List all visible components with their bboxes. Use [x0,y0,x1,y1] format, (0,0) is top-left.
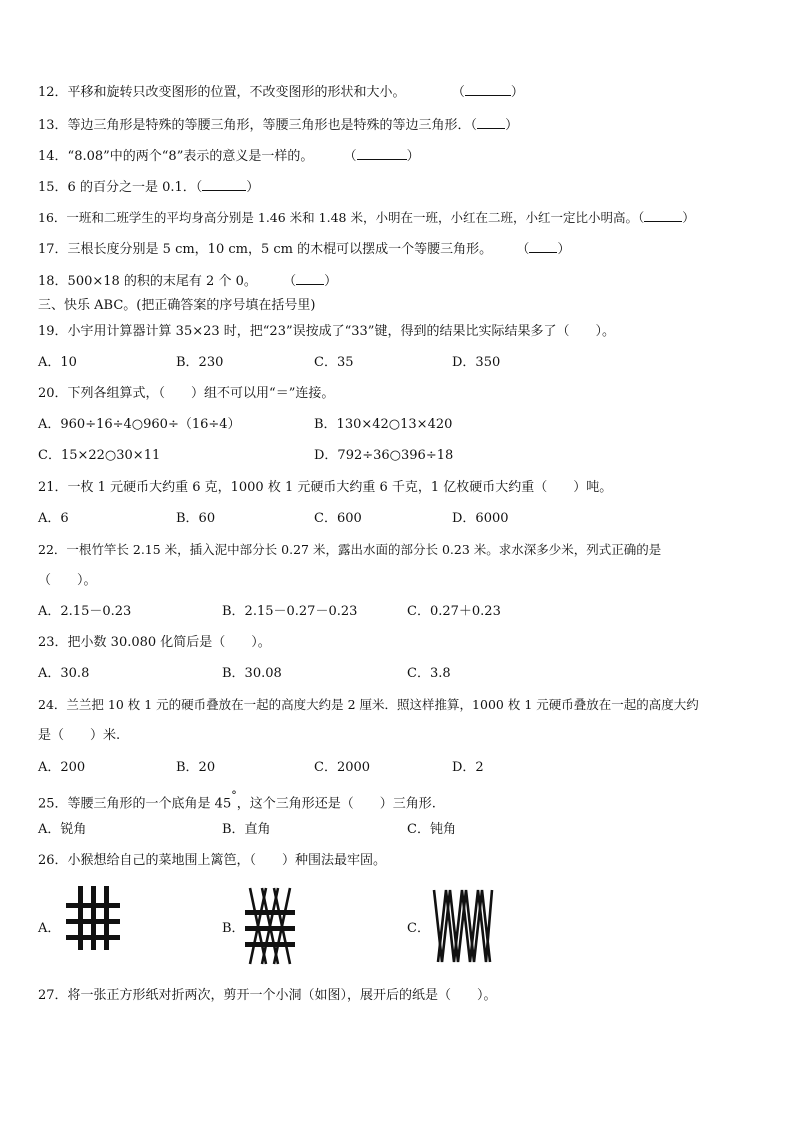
answer-blank-16[interactable] [644,209,682,222]
option-c[interactable]: C．钝角 [407,822,456,837]
answer-blank-15[interactable] [202,178,246,191]
answer-paren-open: （ [283,274,297,289]
question-21-text: 21．一枚 1 元硬币大约重 6 克，1000 枚 1 元硬币大约重 6 千克，1 亿枚硬币大约重（ ）吨。 [38,480,613,495]
question-17-text: 17．三根长度分别是 5 cm，10 cm，5 cm 的木棍可以摆成一个等腰三角形。 [38,242,493,257]
fence-grid-figure[interactable] [64,886,122,950]
option-a[interactable]: A．2.15－0.23 [38,604,132,619]
answer-paren-open: （ [470,118,478,133]
option-b[interactable]: B．130×42○13×420 [314,417,453,432]
option-c[interactable]: C．35 [314,355,354,370]
option-c[interactable]: C． [407,921,430,936]
answer-paren-open: （ [451,85,465,100]
option-c[interactable]: C．15×22○30×11 [38,448,161,463]
fence-zigzag-icon [432,888,494,964]
answer-paren-open: （ [516,242,530,257]
answer-blank-14[interactable] [357,147,407,160]
question-20-text: 20．下列各组算式，（ ）组不可以用“＝”连接。 [38,386,335,401]
option-a[interactable]: A．锐角 [38,822,87,837]
answer-blank-12[interactable] [465,83,511,96]
question-23-text: 23．把小数 30.080 化简后是（ ）。 [38,635,271,650]
question-22-text-continued: （ ）。 [38,573,97,588]
answer-paren-close: ） [682,210,695,225]
answer-paren-close: ） [505,118,519,133]
question-15 [38,178,259,196]
answer-paren-close: ） [557,242,571,257]
question-16 [38,209,695,226]
fence-zigzag-figure[interactable] [432,888,494,964]
option-c[interactable]: C．0.27＋0.23 [407,604,501,619]
option-a[interactable]: A． [38,921,61,936]
option-b[interactable]: B．60 [176,511,216,526]
option-b[interactable]: B．20 [176,760,216,775]
answer-paren-open: （ [637,210,645,225]
option-c[interactable]: C．2000 [314,760,371,775]
option-d[interactable]: D．792÷36○396÷18 [314,448,454,463]
answer-blank-18[interactable] [296,272,324,285]
answer-paren-close: ） [246,180,260,195]
answer-blank-13[interactable] [477,116,505,129]
option-c[interactable]: C．3.8 [407,666,451,681]
question-18 [38,272,337,290]
question-24-text-continued: 是（ ）米. [38,728,121,743]
question-17 [38,240,570,258]
option-a[interactable]: A．30.8 [38,666,90,681]
answer-blank-17[interactable] [529,240,557,253]
question-14 [38,147,420,165]
option-d[interactable]: D．6000 [452,511,509,526]
option-c[interactable]: C．600 [314,511,362,526]
option-a[interactable]: A．6 [38,511,69,526]
degree-symbol: ° [231,789,237,802]
section-3-title: 三、快乐 ABC。(把正确答案的序号填在括号里) [38,298,316,313]
question-16-text: 16．一班和二班学生的平均身高分别是 1.46 米和 1.48 米，小明在一班，小红在二班，小红一定比小明高。 [38,210,638,225]
answer-paren-open: （ [195,180,203,195]
answer-paren-close: ） [324,274,338,289]
question-25 [38,791,436,812]
option-b[interactable]: B．30.08 [222,666,282,681]
answer-paren-close: ） [510,85,524,100]
question-22-text: 22．一根竹竿长 2.15 米，插入泥中部分长 0.27 米，露出水面的部分长 0.23 米。求水深多少米，列式正确的是 [38,542,662,557]
question-12-text: 12．平移和旋转只改变图形的位置，不改变图形的形状和大小。 [38,85,406,100]
option-b[interactable]: B．2.15－0.27－0.23 [222,604,358,619]
answer-paren-open: （ [343,149,357,164]
question-25-text-after: ，这个三角形还是（ ）三角形. [236,796,436,812]
option-b[interactable]: B． [222,921,245,936]
fence-grid-icon [64,886,122,950]
option-a[interactable]: A．960÷16÷4○960÷（16÷4） [38,417,241,432]
question-15-text: 15．6 的百分之一是 0.1． [38,180,196,195]
question-13-text: 13．等边三角形是特殊的等腰三角形，等腰三角形也是特殊的等边三角形． [38,118,471,133]
option-d[interactable]: D．2 [452,760,484,775]
question-13 [38,116,518,134]
question-12 [38,83,524,101]
fence-diagonal-cross-icon [244,886,296,966]
question-26-text: 26．小猴想给自己的菜地围上篱笆，（ ）种围法最牢固。 [38,853,387,868]
question-18-text: 18．500×18 的积的末尾有 2 个 0。 [38,274,257,289]
option-b[interactable]: B．直角 [222,822,271,837]
question-25-text: 25．等腰三角形的一个底角是 45 [38,796,232,812]
question-24-text: 24．兰兰把 10 枚 1 元的硬币叠放在一起的高度大约是 2 厘米．照这样推算，1000 枚 1 元硬币叠放在一起的高度大约 [38,697,699,712]
option-a[interactable]: A．10 [38,355,77,370]
option-d[interactable]: D．350 [452,355,501,370]
answer-paren-close: ） [406,149,420,164]
question-14-text: 14．“8.08”中的两个“8”表示的意义是一样的。 [38,149,314,164]
option-b[interactable]: B．230 [176,355,224,370]
fence-diagonal-cross-figure[interactable] [244,886,296,966]
question-27-text: 27．将一张正方形纸对折两次，剪开一个小洞（如图），展开后的纸是（ ）。 [38,988,497,1003]
question-19-text: 19．小宇用计算器计算 35×23 时，把“23”误按成了“33”键，得到的结果比实际结果多了（ ）。 [38,324,615,339]
option-a[interactable]: A．200 [38,760,86,775]
